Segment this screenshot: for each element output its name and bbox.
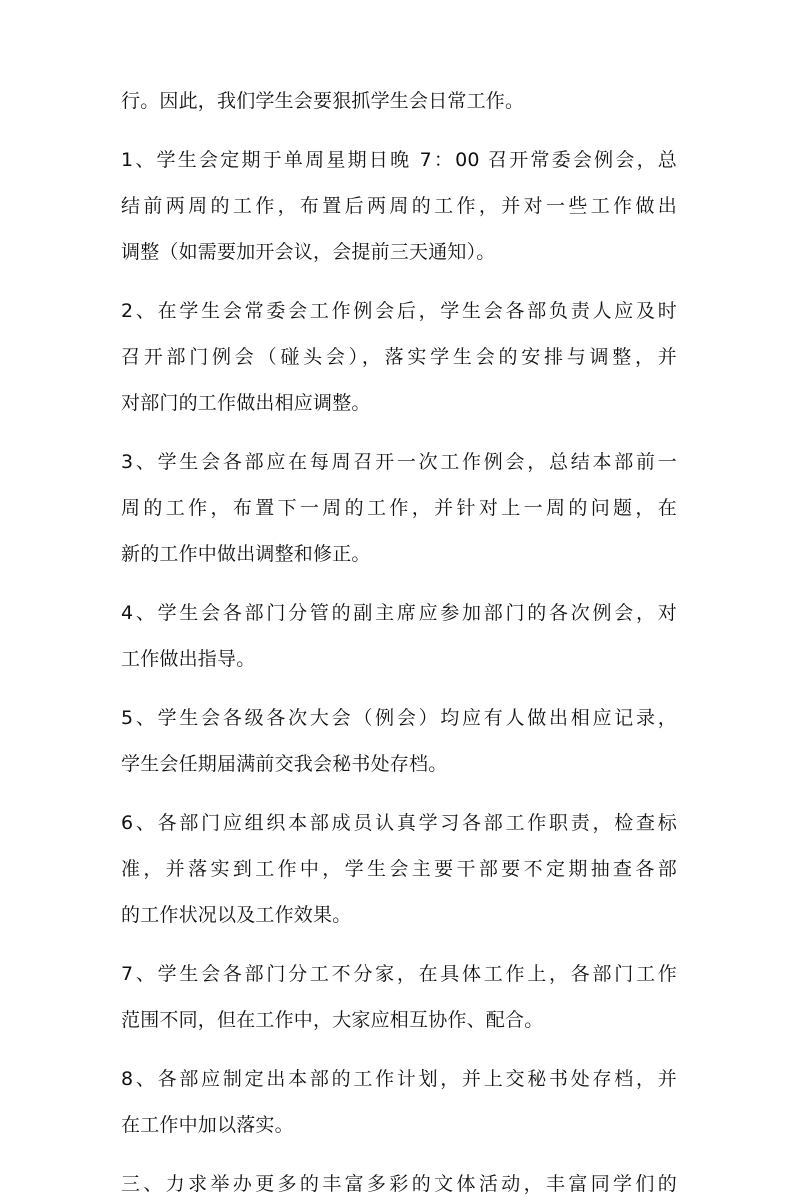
text-line: 8、各部应制定出本部的工作计划，并上交秘书处存档，并 bbox=[121, 1068, 677, 1090]
text-line: 6、各部门应组织本部成员认真学习各部工作职责，检查标 bbox=[121, 812, 677, 834]
text-line: 工作做出指导。 bbox=[121, 648, 256, 670]
text-line: 调整（如需要加开会议，会提前三天通知）。 bbox=[121, 241, 496, 263]
text-line: 准，并落实到工作中，学生会主要干部要不定期抽查各部 bbox=[121, 858, 677, 880]
document-body bbox=[121, 88, 677, 1197]
text-line: 3、学生会各部应在每周召开一次工作例会，总结本部前一 bbox=[121, 451, 677, 473]
text-line: 周的工作，布置下一周的工作，并针对上一周的问题，在 bbox=[121, 497, 677, 519]
text-line: 2、在学生会常委会工作例会后，学生会各部负责人应及时 bbox=[121, 300, 677, 322]
text-line: 结前两周的工作，布置后两周的工作，并对一些工作做出 bbox=[121, 195, 677, 217]
text-line: 学生会任期届满前交我会秘书处存档。 bbox=[121, 753, 448, 775]
text-line: 对部门的工作做出相应调整。 bbox=[121, 392, 371, 414]
text-line: 4、学生会各部门分管的副主席应参加部门的各次例会，对 bbox=[121, 602, 677, 624]
text-line: 新的工作中做出调整和修正。 bbox=[121, 543, 371, 565]
text-line: 的工作状况以及工作效果。 bbox=[121, 904, 352, 926]
text-line: 在工作中加以落实。 bbox=[121, 1114, 294, 1136]
text-line: 召开部门例会（碰头会），落实学生会的安排与调整，并 bbox=[121, 346, 677, 368]
text-line: 范围不同，但在工作中，大家应相互协作、配合。 bbox=[121, 1009, 544, 1031]
text-line: 三、力求举办更多的丰富多彩的文体活动，丰富同学们的 bbox=[121, 1173, 677, 1195]
text-line: 行。因此，我们学生会要狠抓学生会日常工作。 bbox=[121, 90, 525, 112]
text-line: 5、学生会各级各次大会（例会）均应有人做出相应记录， bbox=[121, 707, 677, 729]
text-line: 1、学生会定期于单周星期日晚 7：00 召开常委会例会，总 bbox=[121, 149, 677, 171]
text-line: 7、学生会各部门分工不分家，在具体工作上，各部门工作 bbox=[121, 963, 677, 985]
